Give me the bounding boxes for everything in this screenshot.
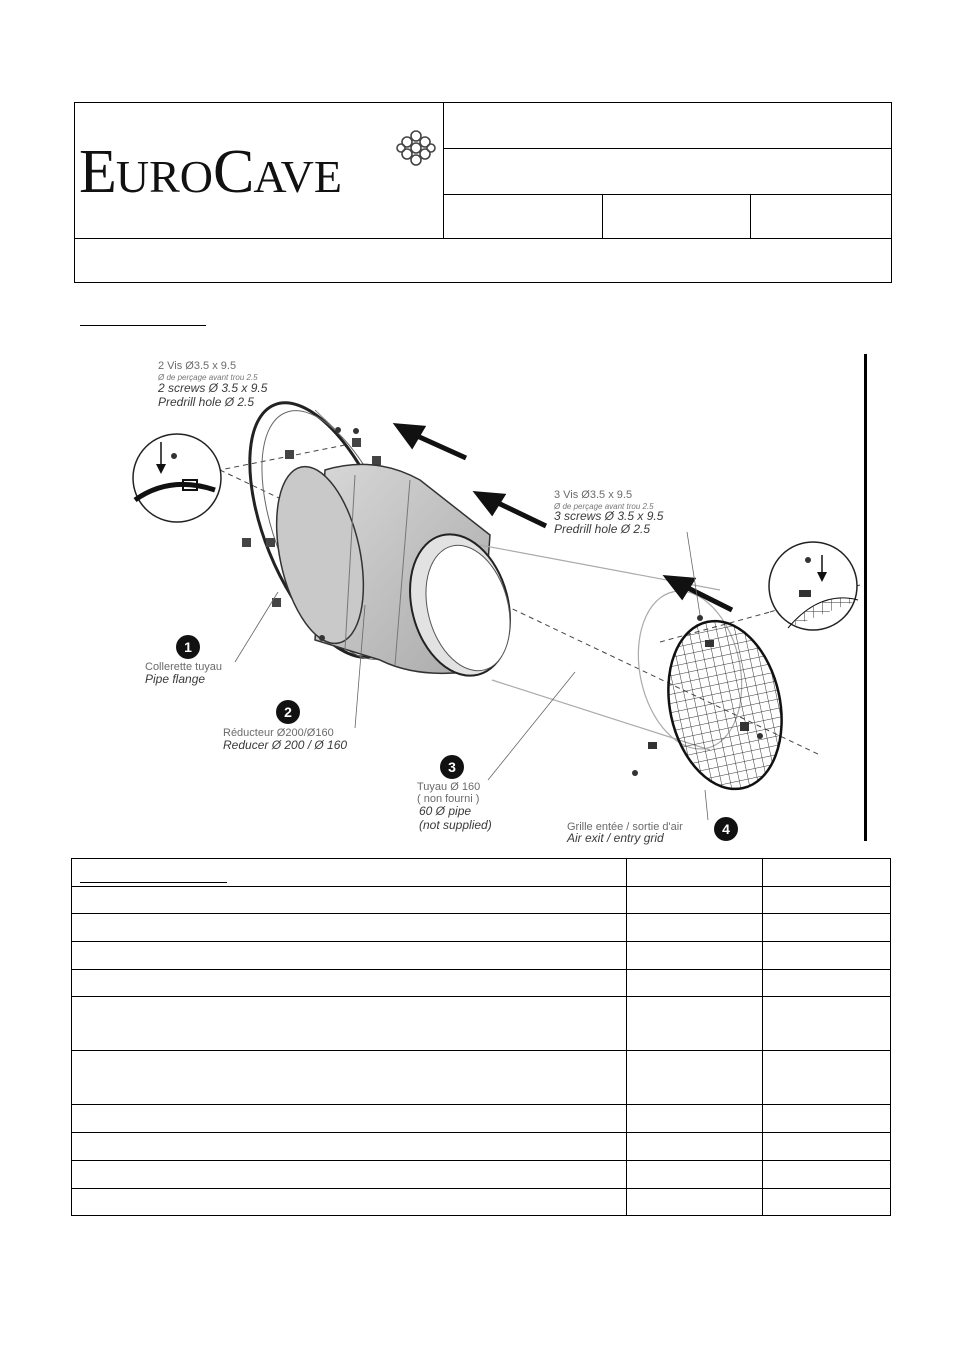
part-4-label-en: Air exit / entry grid [567, 831, 664, 845]
screws-right-label-fr-drill: Ø de perçage avant trou 2.5 [554, 502, 654, 511]
table-cell [627, 997, 763, 1051]
table-cell [627, 1051, 763, 1105]
table-cell [72, 1051, 627, 1105]
screws-top-label-fr-drill: Ø de perçage avant trou 2.5 [158, 373, 258, 382]
part-1-number: 1 [176, 635, 200, 659]
screws-top-label-en-drill: Predrill hole Ø 2.5 [158, 395, 255, 409]
section-heading-underline [80, 325, 206, 326]
header-divider [750, 194, 751, 238]
table-row [72, 887, 891, 914]
table-cell [627, 1105, 763, 1133]
table-row [72, 997, 891, 1051]
screws-right-label-en: 3 screws Ø 3.5 x 9.5 [554, 509, 664, 523]
table-cell [627, 942, 763, 970]
table-cell [72, 942, 627, 970]
part-2-label-en: Reducer Ø 200 / Ø 160 [223, 738, 348, 752]
assembly-drawing [120, 350, 880, 845]
part-3-label-fr: Tuyau Ø 160 [417, 781, 481, 793]
table-cell [627, 1161, 763, 1189]
table-cell [763, 1189, 891, 1216]
screws-right-label-fr: 3 Vis Ø3.5 x 9.5 [554, 489, 633, 501]
part-1-label-en: Pipe flange [145, 672, 206, 686]
part-4-label-fr: Grille entée / sortie d'air [567, 821, 683, 833]
part-3-label-en: 60 Ø pipe [419, 804, 472, 818]
table-cell [72, 997, 627, 1051]
table-row [72, 1133, 891, 1161]
screws-top-label-en: 2 screws Ø 3.5 x 9.5 [158, 381, 268, 395]
table-row [72, 914, 891, 942]
header-divider [444, 148, 891, 149]
table-cell [72, 1105, 627, 1133]
table-row [72, 1189, 891, 1216]
header-divider [444, 194, 891, 195]
table-cell [763, 914, 891, 942]
logo-cell [75, 103, 444, 239]
part-3-label-fr-note: ( non fourni ) [417, 793, 480, 805]
part-1-label-fr: Collerette tuyau [145, 661, 223, 673]
table-cell [627, 970, 763, 997]
document-header [74, 102, 892, 283]
table-cell [627, 887, 763, 914]
table-row [72, 970, 891, 997]
table-cell [763, 1105, 891, 1133]
table-header-row [72, 859, 891, 887]
table-row [72, 1105, 891, 1133]
table-cell [72, 970, 627, 997]
parts-table [71, 858, 891, 1216]
table-cell [627, 1133, 763, 1161]
celtic-knot-icon [395, 129, 437, 167]
eurocave-logo: EUROCAVE [79, 138, 342, 206]
header-divider [602, 194, 603, 238]
table-cell [72, 1133, 627, 1161]
part-2-label-fr: Réducteur Ø200/Ø160 [223, 727, 334, 739]
assembly-diagram [120, 350, 880, 845]
part-4-number: 4 [714, 817, 738, 841]
table-row [72, 1161, 891, 1189]
table-cell [763, 942, 891, 970]
table-cell [763, 887, 891, 914]
table-cell [763, 970, 891, 997]
header-divider [75, 238, 891, 239]
table-cell [72, 859, 627, 887]
table-cell [72, 1161, 627, 1189]
table-cell [763, 997, 891, 1051]
table-cell [763, 1133, 891, 1161]
part-2-number: 2 [276, 700, 300, 724]
table-heading-underline [80, 882, 227, 883]
screws-top-label-fr: 2 Vis Ø3.5 x 9.5 [158, 360, 237, 372]
part-3-number: 3 [440, 755, 464, 779]
table-row [72, 942, 891, 970]
part-3-label-en-note: (not supplied) [419, 818, 492, 832]
table-cell [763, 859, 891, 887]
margin-bar [864, 354, 867, 841]
table-cell [627, 1189, 763, 1216]
table-cell [763, 1051, 891, 1105]
table-cell [72, 914, 627, 942]
table-cell [763, 1161, 891, 1189]
table-cell [627, 859, 763, 887]
table-cell [627, 914, 763, 942]
table-cell [72, 1189, 627, 1216]
table-row [72, 1051, 891, 1105]
screws-right-label-en-drill: Predrill hole Ø 2.5 [554, 522, 651, 536]
table-cell [72, 887, 627, 914]
